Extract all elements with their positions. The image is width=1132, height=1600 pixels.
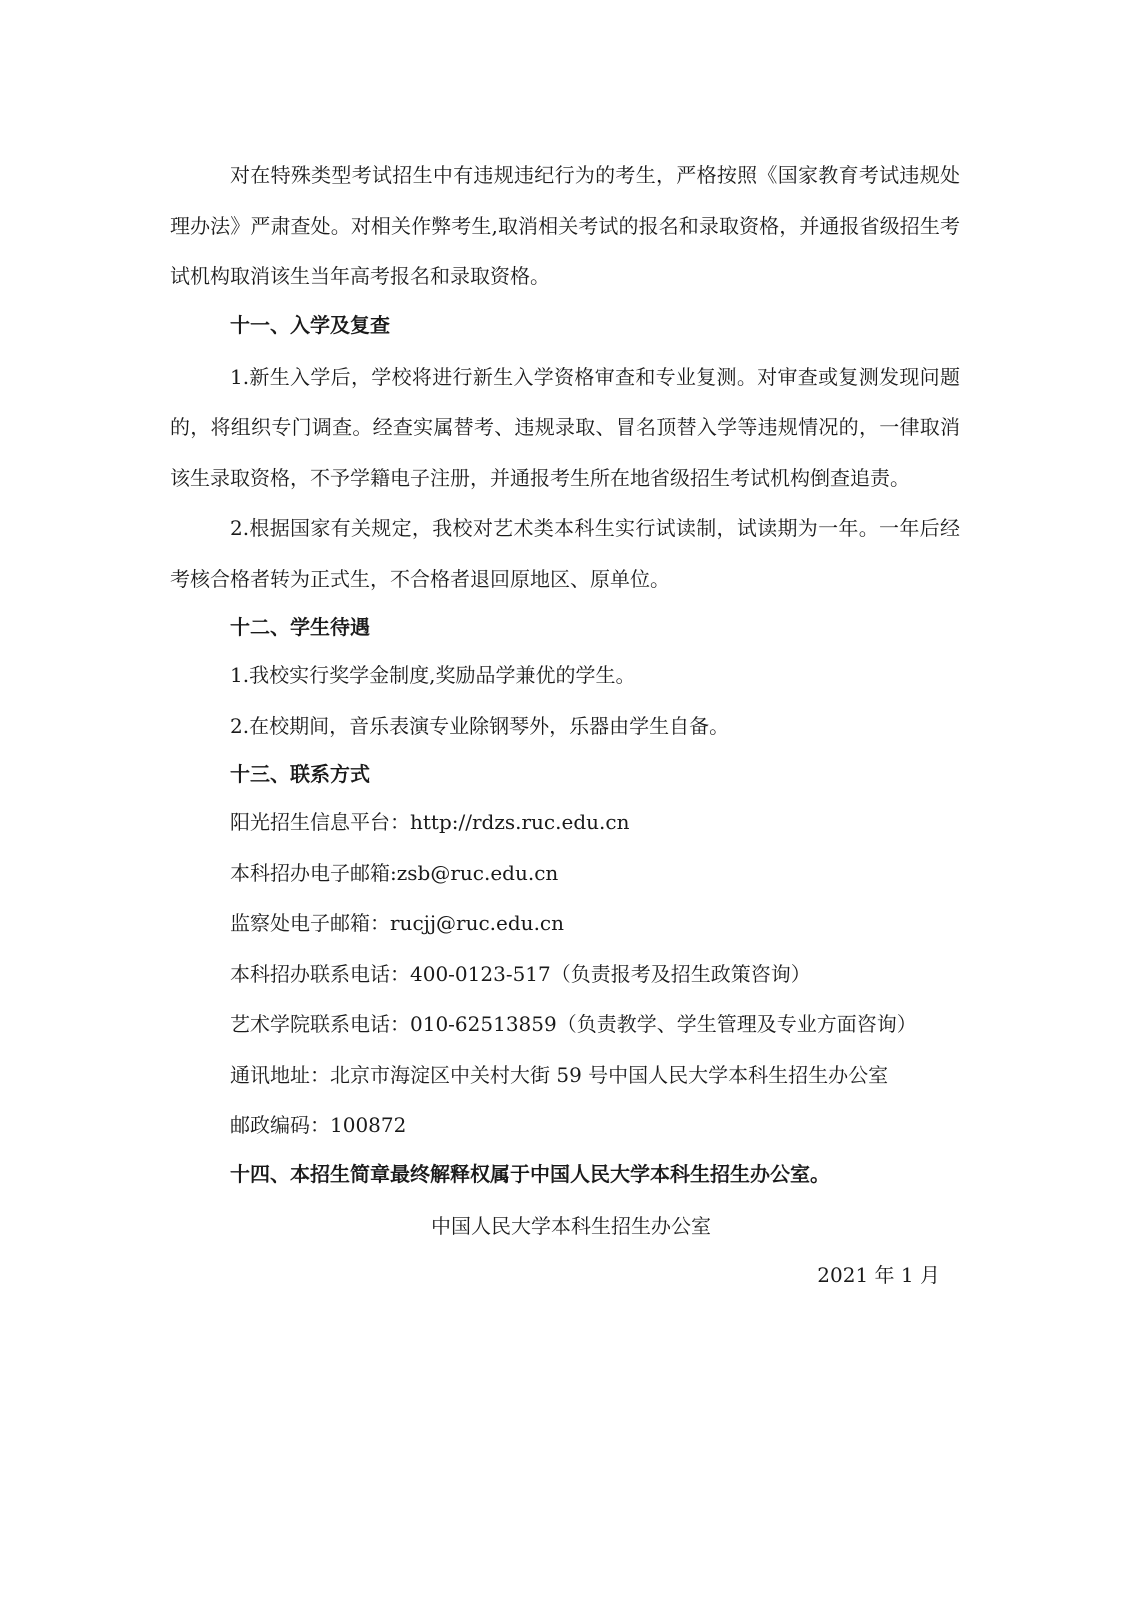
intro-paragraph: 对在特殊类型考试招生中有违规违纪行为的考生，严格按照《国家教育考试违规处理办法》严肃查处。对相关作弊考生,取消相关考试的报名和录取资格，并通报省级招生考试机构取消该生当年高考报名和录取资格。 [170, 163, 960, 288]
contact-item-admissions-email: 本科招办电子邮箱:zsb@ruc.edu.cn [230, 860, 559, 885]
signature-office: 中国人民大学本科生招生办公室 [431, 1213, 711, 1238]
enrollment-paragraph-1: 1.新生入学后，学校将进行新生入学资格审查和专业复测。对审查或复测发现问题的，将组织专门调查。经查实属替考、违规录取、冒名顶替入学等违规情况的，一律取消该生录取资格，不予学籍电子注册，并通报考生所在地省级招生考试机构倒查追责。 [170, 364, 960, 490]
benefits-item-2: 2.在校期间，音乐表演专业除钢琴外，乐器由学生自备。 [230, 713, 730, 738]
enrollment-paragraph-2: 2.根据国家有关规定，我校对艺术类本科生实行试读制，试读期为一年。一年后经考核合格者转为正式生，不合格者退回原地区、原单位。 [170, 516, 960, 591]
contact-item-admissions-phone: 本科招办联系电话：400-0123-517（负责报考及招生政策咨询） [230, 961, 811, 986]
contact-item-address: 通讯地址：北京市海淀区中关村大街 59 号中国人民大学本科生招生办公室 [230, 1062, 889, 1087]
signature-date: 2021 年 1 月 [817, 1262, 940, 1287]
section-heading-contact: 十三、联系方式 [230, 762, 370, 786]
contact-item-art-school-phone: 艺术学院联系电话：010-62513859（负责教学、学生管理及专业方面咨询） [230, 1012, 917, 1036]
contact-item-postcode: 邮政编码：100872 [230, 1113, 407, 1137]
section-heading-student-benefits: 十二、学生待遇 [230, 615, 370, 639]
contact-item-supervision-email: 监察处电子邮箱：rucjj@ruc.edu.cn [230, 911, 565, 935]
section-heading-enrollment: 十一、入学及复查 [230, 312, 390, 337]
benefits-item-1: 1.我校实行奖学金制度,奖励品学兼优的学生。 [230, 663, 636, 687]
contact-item-website: 阳光招生信息平台：http://rdzs.ruc.edu.cn [230, 810, 630, 834]
section-heading-interpretation: 十四、本招生简章最终解释权属于中国人民大学本科生招生办公室。 [230, 1161, 830, 1186]
document-page [170, 150, 960, 1295]
